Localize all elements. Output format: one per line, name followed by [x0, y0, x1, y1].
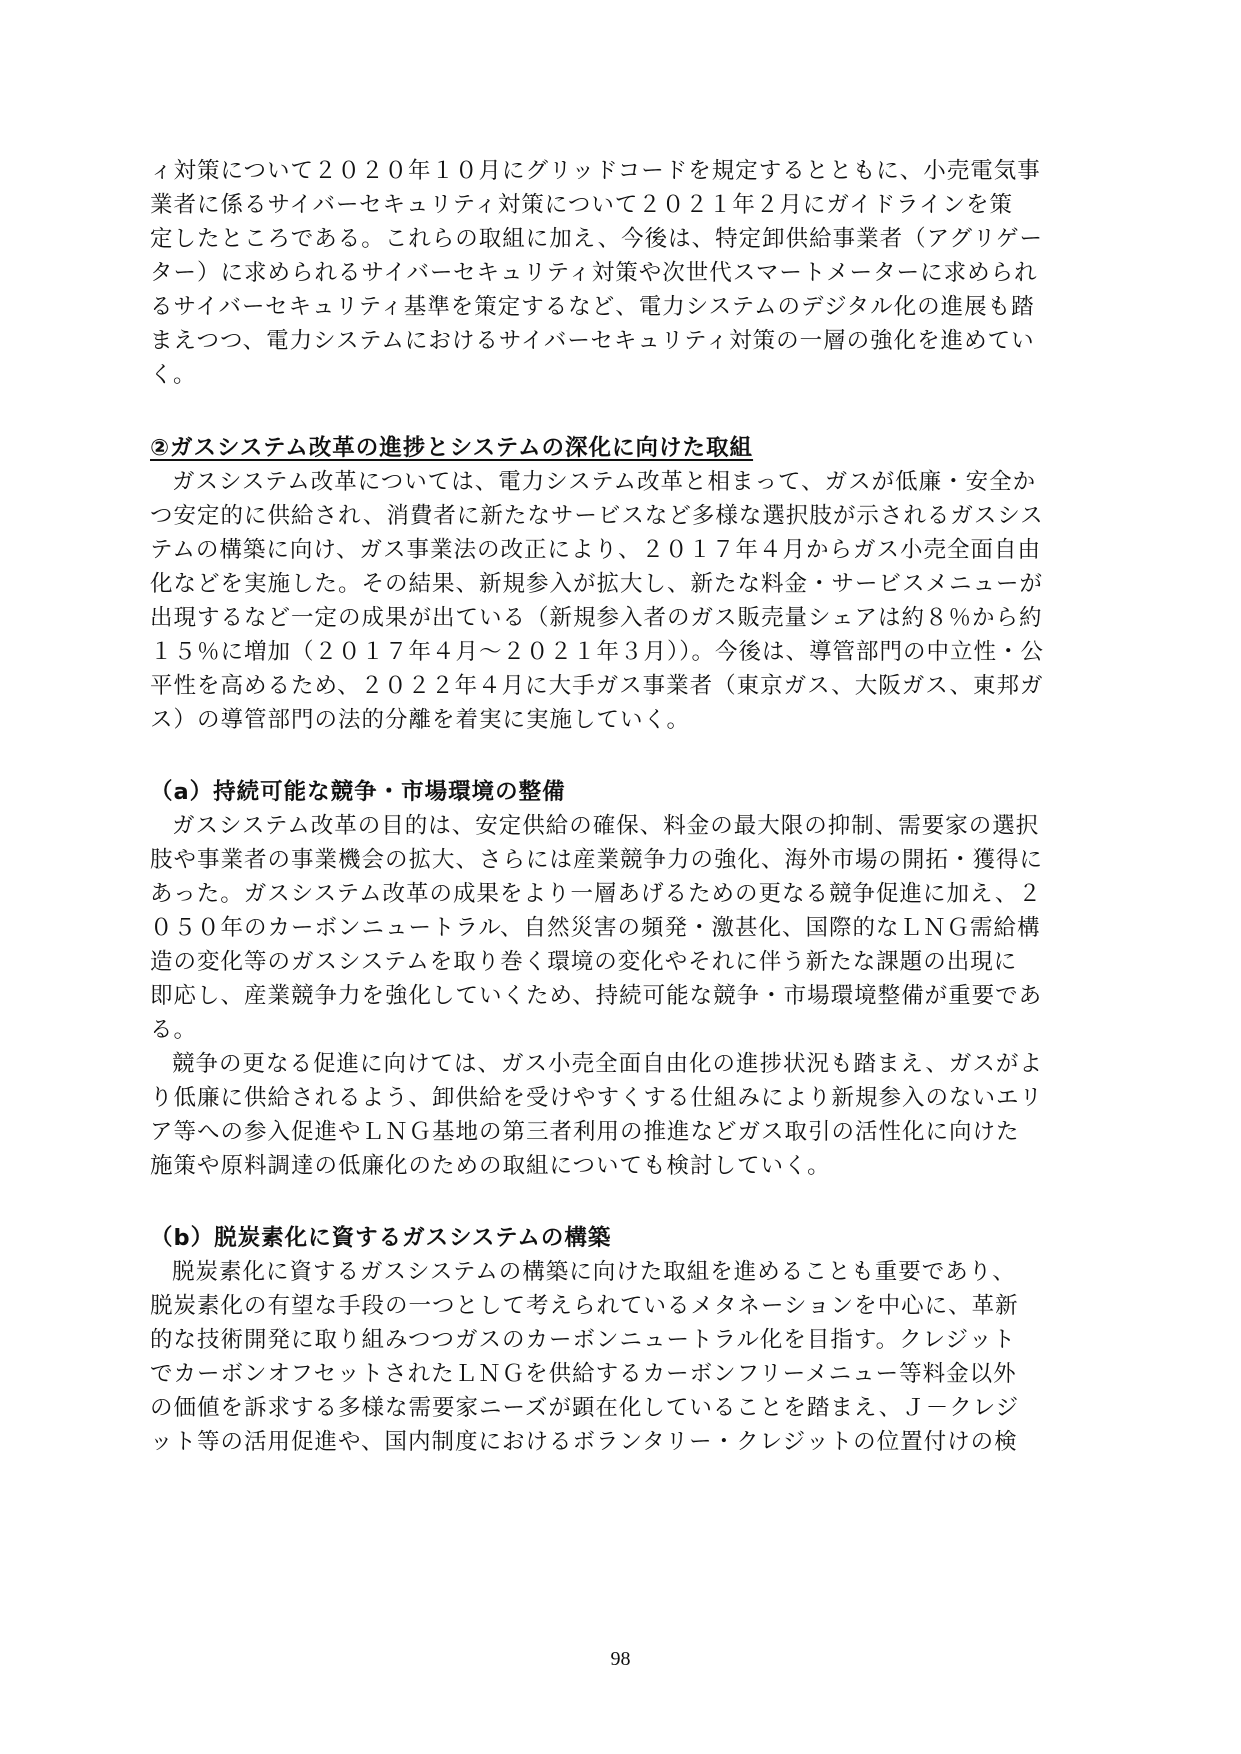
body-text-line: 即応し、産業競争力を強化していくため、持続可能な競争・市場環境整備が重要であ — [150, 983, 1043, 1009]
body-text-line: ア等への参入促進やＬＮＧ基地の第三者利用の推進などガス取引の活性化に向けた — [150, 1119, 1020, 1145]
body-text-line: ０５０年のカーボンニュートラル、自然災害の頻発・激甚化、国際的なＬＮＧ需給構 — [150, 915, 1041, 941]
body-text-line: 化などを実施した。その結果、新規参入が拡大し、新たな料金・サービスメニューが — [150, 571, 1044, 597]
body-text-line: ス）の導管部門の法的分離を着実に実施していく。 — [150, 707, 691, 733]
body-text-line: 的な技術開発に取り組みつつガスのカーボンニュートラル化を目指す。クレジット — [150, 1327, 1017, 1353]
body-text-line: ィ対策について２０２０年１０月にグリッドコードを規定するとともに、小売電気事 — [150, 158, 1041, 184]
body-text-line: く。 — [150, 362, 197, 388]
section-heading: ②ガスシステム改革の進捗とシステムの深化に向けた取組 — [150, 435, 754, 461]
body-text-line: る。 — [150, 1017, 198, 1043]
body-text-line: まえつつ、電力システムにおけるサイバーセキュリティ対策の一層の強化を進めてい — [150, 328, 1035, 354]
body-text-line: 肢や事業者の事業機会の拡大、さらには産業競争力の強化、海外市場の開拓・獲得に — [150, 847, 1044, 873]
body-text-line: あった。ガスシステム改革の成果をより一層あげるための更なる競争促進に加え、２ — [150, 881, 1042, 907]
body-text-line: ット等の活用促進や、国内制度におけるボランタリー・クレジットの位置付けの検 — [150, 1429, 1018, 1455]
body-text-line: つ安定的に供給され、消費者に新たなサービスなど多様な選択肢が示されるガスシス — [150, 503, 1044, 529]
subsection-heading-b: （b）脱炭素化に資するガスシステムの構築 — [150, 1225, 612, 1251]
body-text-line: 業者に係るサイバーセキュリティ対策について２０２１年２月にガイドラインを策 — [150, 192, 1013, 218]
subsection-heading-a: （a）持続可能な競争・市場環境の整備 — [150, 779, 566, 805]
body-text-line: 平性を高めるため、２０２２年４月に大手ガス事業者（東京ガス、大阪ガス、東邦ガ — [150, 673, 1044, 699]
body-text-line: テムの構築に向け、ガス事業法の改正により、２０１７年４月からガス小売全面自由 — [150, 537, 1041, 563]
body-text-line: るサイバーセキュリティ基準を策定するなど、電力システムのデジタル化の進展も踏 — [150, 294, 1035, 320]
body-text-line: 脱炭素化の有望な手段の一つとして考えられているメタネーションを中心に、革新 — [150, 1293, 1019, 1319]
body-text-line: ガスシステム改革については、電力システム改革と相まって、ガスが低廉・安全か — [172, 469, 1037, 495]
body-text-line: 脱炭素化に資するガスシステムの構築に向けた取組を進めることも重要であり、 — [172, 1259, 1016, 1285]
body-text-line: ガスシステム改革の目的は、安定供給の確保、料金の最大限の抑制、需要家の選択 — [172, 813, 1040, 839]
body-text-line: ター）に求められるサイバーセキュリティ対策や次世代スマートメーターに求められ — [150, 260, 1038, 286]
body-text-line: 造の変化等のガスシステムを取り巻く環境の変化やそれに伴う新たな課題の出現に — [150, 949, 1018, 975]
body-text-line: り低廉に供給されるよう、卸供給を受けやすくする仕組みにより新規参入のないエリ — [150, 1085, 1044, 1111]
body-text-line: 定したところである。これらの取組に加え、今後は、特定卸供給事業者（アグリゲー — [150, 226, 1044, 252]
body-text-line: 競争の更なる促進に向けては、ガス小売全面自由化の進捗状況も踏まえ、ガスがよ — [172, 1051, 1043, 1077]
body-text-line: でカーボンオフセットされたＬＮＧを供給するカーボンフリーメニュー等料金以外 — [150, 1361, 1017, 1387]
page-number: 98 — [610, 1648, 631, 1670]
body-text-line: 出現するなど一定の成果が出ている（新規参入者のガス販売量シェアは約８％から約 — [150, 605, 1043, 631]
body-text-line: の価値を訴求する多様な需要家ニーズが顕在化していることを踏まえ、Ｊ－クレジ — [150, 1395, 1020, 1421]
body-text-line: 施策や原料調達の低廉化のための取組についても検討していく。 — [150, 1153, 831, 1179]
body-text-line: １５％に増加（２０１７年４月～２０２１年３月））。今後は、導管部門の中立性・公 — [150, 639, 1045, 665]
